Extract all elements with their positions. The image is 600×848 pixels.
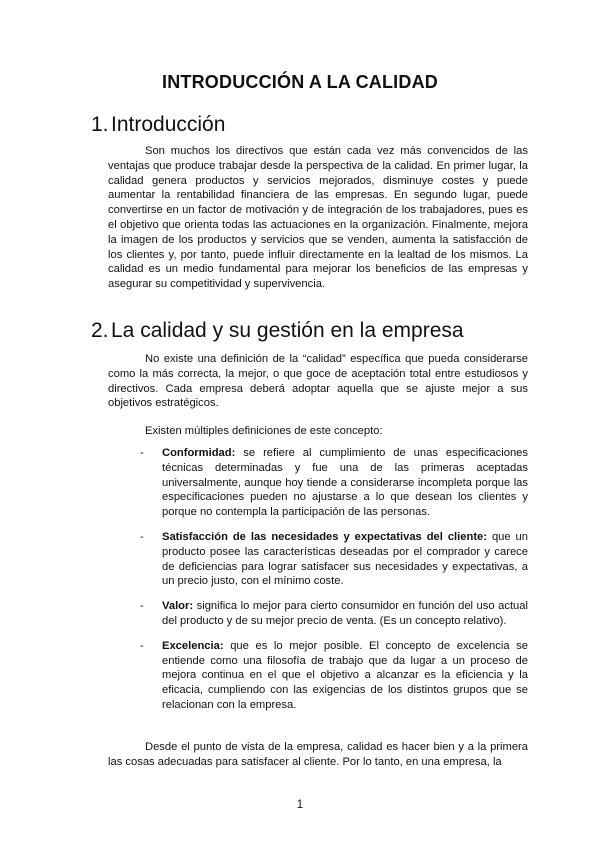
section-2-number: 2.	[91, 319, 109, 342]
section-1-paragraph	[108, 144, 528, 292]
section-2-title: La calidad y su gestión en la empresa	[111, 319, 464, 342]
bullet-term: Valor:	[162, 600, 194, 613]
bullet-dash: -	[140, 600, 144, 613]
section-2-heading	[91, 318, 464, 344]
section-1-number: 1.	[91, 113, 109, 136]
section-1-title: Introducción	[111, 113, 226, 136]
document-title: INTRODUCCIÓN A LA CALIDAD	[162, 72, 438, 92]
list-item	[140, 530, 528, 589]
section-1-heading	[91, 112, 225, 138]
list-item	[140, 446, 528, 520]
section-1-paragraph-text: Son muchos los directivos que están cada vez más convencidos de las ventajas que produce trabajar desde la perspectiva de la calidad. En primer lugar, la calidad genera productos y servicios mejorados, disminuye costes y puede aumentar la rentabilidad financiera de las empresas. En segundo lugar, puede convertirse en un factor de motivación y de integración de los trabajadores, pues es el objetivo que orienta todas las actuaciones en la organización. Finalmente, mejora la imagen de los productos y servicios que se venden, aumenta la satisfacción de los clientes y, por tanto, puede influir directamente en la lealtad de los mismos. La calidad es un medio fundamental para mejorar los beneficios de las empresas y asegurar su competitividad y supervivencia.	[108, 145, 528, 291]
section-2-paragraph	[108, 352, 528, 411]
bullet-term: Satisfacción de las necesidades y expectativas del cliente:	[162, 530, 487, 543]
bullet-term: Excelencia:	[162, 639, 224, 652]
bullet-dash: -	[140, 639, 144, 652]
bullet-term: Conformidad:	[162, 447, 236, 459]
list-item	[140, 599, 528, 629]
definitions-intro-text: Existen múltiples definiciones de este concepto:	[145, 425, 383, 437]
definitions-list	[140, 446, 528, 723]
bullet-text: que es lo mejor posible. El concepto de excelencia se entiende como una filosofía de trabajo que da lugar a un proceso de mejora continua en el que el objetivo a alcanzar es la eficiencia y la eficacia, cumpliendo con las exigencias de los distintos grupos que se relacionan con la empresa.	[162, 639, 528, 711]
definitions-intro	[108, 424, 528, 439]
list-item	[140, 639, 528, 713]
bullet-text: significa lo mejor para cierto consumidor en función del uso actual del producto y de su mejor precio de venta. (Es un concepto relativo).	[162, 600, 528, 627]
closing-paragraph-text: Desde el punto de vista de la empresa, calidad es hacer bien y a la primera las cosas adecuadas para satisfacer al cliente. Por lo tanto, en una empresa, la	[108, 741, 528, 768]
closing-paragraph	[108, 740, 528, 770]
page-number: 1	[296, 799, 304, 811]
bullet-dash: -	[140, 447, 144, 459]
bullet-text: que un producto posee las características deseadas por el comprador y carece de deficiencias para lograr satisfacer sus necesidades y expectativas, a un precio justo, con el mínimo coste.	[162, 530, 528, 588]
bullet-text: se refiere al cumplimiento de unas especificaciones técnicas determinadas y fue una de las primeras aceptadas universalmente, aunque hoy tiende a considerarse incompleta porque las especificaciones pueden no ajustarse a lo que desean los clientes y porque no contempla la participación de las personas.	[162, 447, 528, 519]
section-2-paragraph-text: No existe una definición de la “calidad” específica que pueda considerarse como la más correcta, la mejor, o que goce de aceptación total entre estudiosos y directivos. Cada empresa deberá adoptar aquella que se ajuste mejor a sus objetivos estratégicos.	[108, 353, 528, 410]
bullet-dash: -	[140, 530, 144, 543]
